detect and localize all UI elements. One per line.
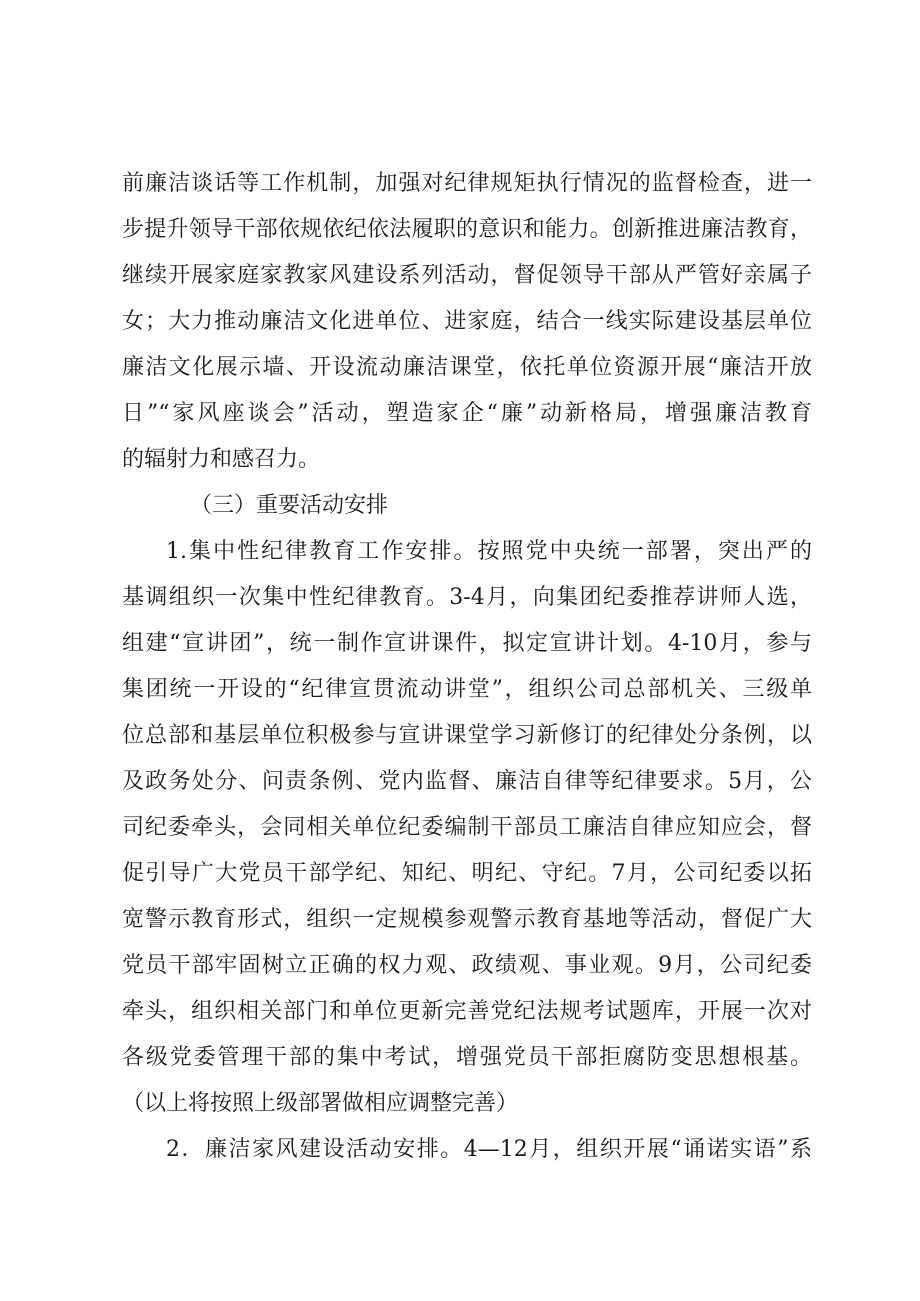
paragraph-1-line-5: 廉洁文化展示墙、开设流动廉洁课堂，依托单位资源开展“廉洁开放 xyxy=(122,355,812,380)
paragraph-2-line-2: 基调组织一次集中性纪律教育。3-4月，向集团纪委推荐讲师人选， xyxy=(122,585,812,610)
paragraph-1-line-2: 步提升领导干部依规依纪依法履职的意识和能力。创新推进廉洁教育， xyxy=(122,217,812,242)
paragraph-2-line-6: 及政务处分、问责条例、党内监督、廉洁自律等纪律要求。5月，公 xyxy=(122,769,812,794)
paragraph-2-line-5: 位总部和基层单位积极参与宣讲课堂学习新修订的纪律处分条例，以 xyxy=(122,723,812,748)
paragraph-3-line-1: 2．廉洁家风建设活动安排。4—12月，组织开展“诵诺实语”系 xyxy=(166,1137,812,1162)
paragraph-1-line-4: 女；大力推动廉洁文化进单位、进家庭，结合一线实际建设基层单位 xyxy=(122,309,812,334)
paragraph-1-line-6: 日”“家风座谈会”活动，塑造家企“廉”动新格局，增强廉洁教育 xyxy=(122,401,812,426)
paragraph-2-line-4: 集团统一开设的“纪律宣贯流动讲堂”，组织公司总部机关、三级单 xyxy=(122,677,812,702)
paragraph-1-line-1: 前廉洁谈话等工作机制，加强对纪律规矩执行情况的监督检查，进一 xyxy=(122,171,812,196)
paragraph-2-line-10: 党员干部牢固树立正确的权力观、政绩观、事业观。9月，公司纪委 xyxy=(122,953,812,978)
paragraph-2-line-8: 促引导广大党员干部学纪、知纪、明纪、守纪。7月，公司纪委以拓 xyxy=(122,861,812,886)
paragraph-2-line-11: 牵头，组织相关部门和单位更新完善党纪法规考试题库，开展一次对 xyxy=(122,999,812,1024)
paragraph-2-line-9: 宽警示教育形式，组织一定规模参观警示教育基地等活动，督促广大 xyxy=(122,907,812,932)
paragraph-2-line-1: 1.集中性纪律教育工作安排。按照党中央统一部署，突出严的 xyxy=(166,539,812,564)
paragraph-2-line-12: 各级党委管理干部的集中考试，增强党员干部拒腐防变思想根基。 xyxy=(122,1045,812,1070)
paragraph-2-line-3: 组建“宣讲团”，统一制作宣讲课件，拟定宣讲计划。4-10月，参与 xyxy=(122,631,812,656)
paragraph-2-note: （以上将按照上级部署做相应调整完善） xyxy=(122,1091,519,1116)
section-heading: （三）重要活动安排 xyxy=(190,493,389,518)
paragraph-1-line-3: 继续开展家庭家教家风建设系列活动，督促领导干部从严管好亲属子 xyxy=(122,263,812,288)
paragraph-2-line-7: 司纪委牵头，会同相关单位纪委编制干部员工廉洁自律应知应会，督 xyxy=(122,815,812,840)
paragraph-1-line-7: 的辐射力和感召力。 xyxy=(122,447,321,472)
